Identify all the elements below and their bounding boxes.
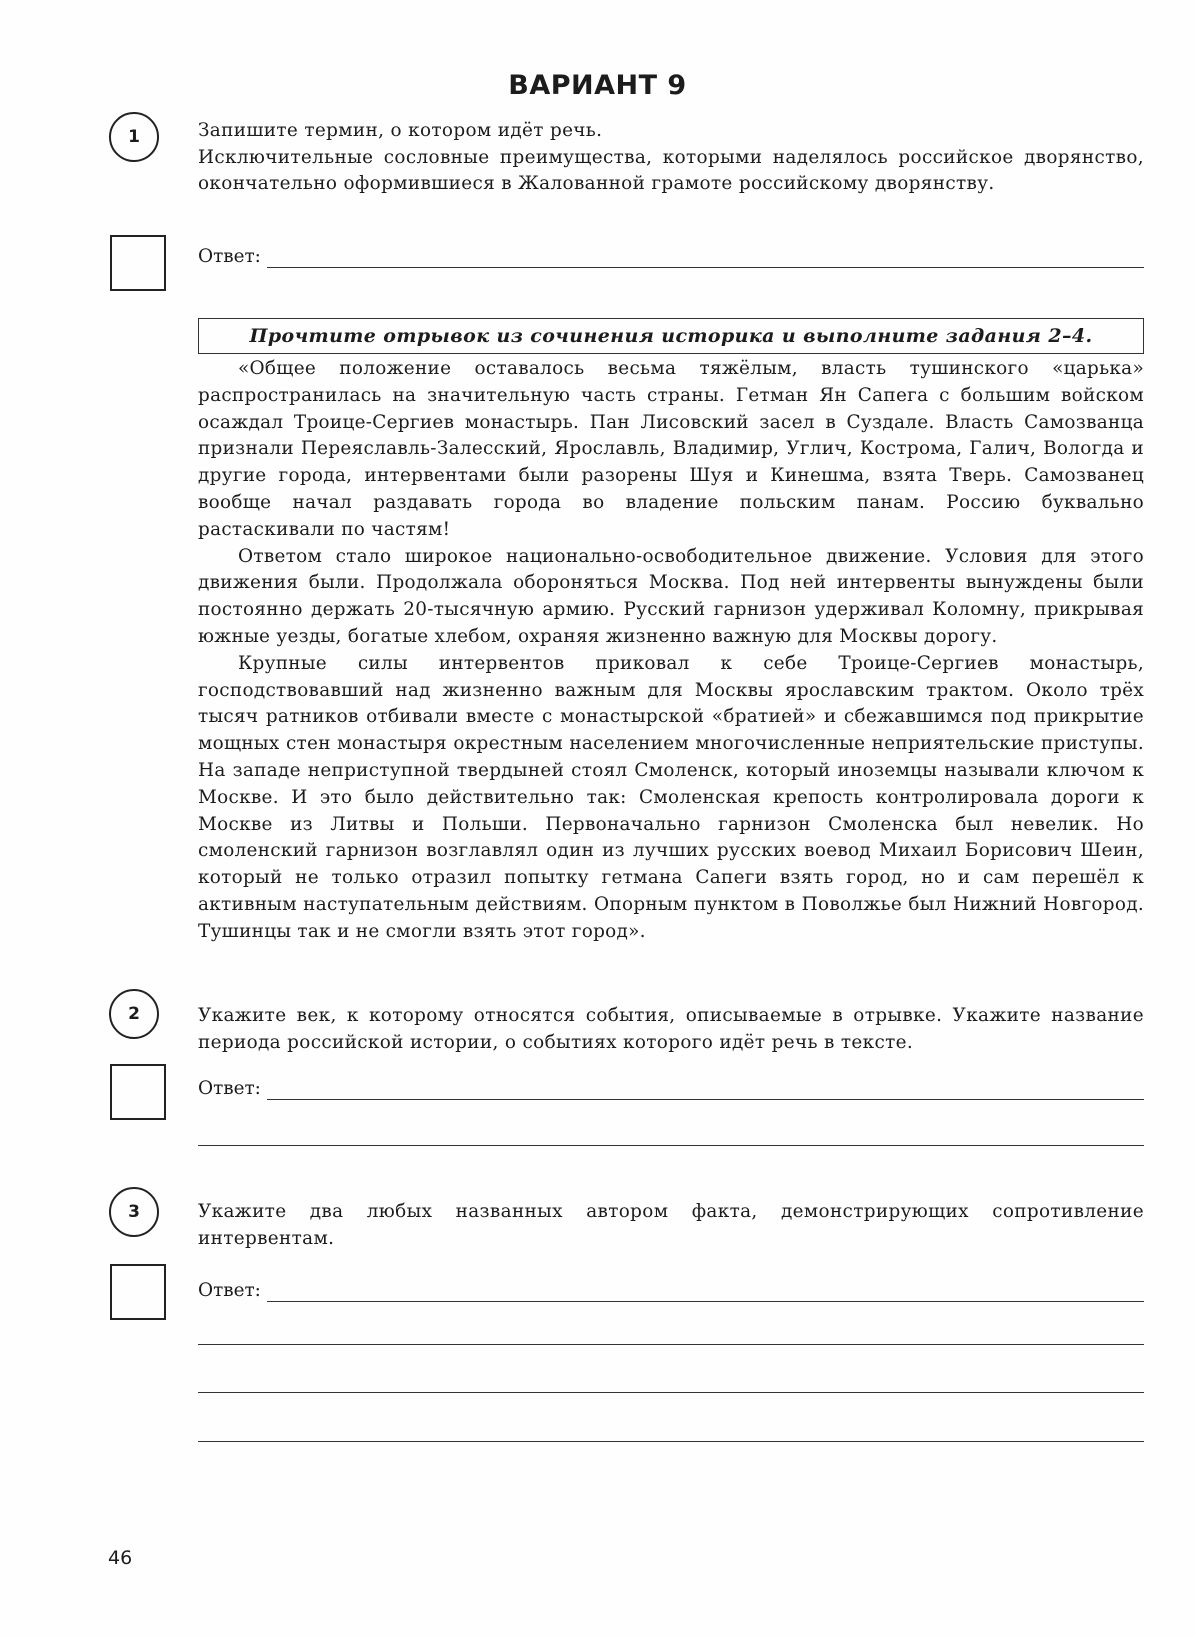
answer-box[interactable]	[110, 1064, 166, 1120]
answer-line[interactable]	[198, 1392, 1144, 1393]
passage-paragraph: Крупные силы интервентов приковал к себе Троице-Сергиев монастырь, господствовавший над жизненно важным для Москвы ярославским трактом. Около трёх тысяч ратников отбивали вместе с монастырской «братией» и сбежавшимся под прикрытие мощных стен монастыря окрестным населением многочисленные неприятельские приступы. На западе неприступной твердыней стоял Смоленск, который иноземцы называли ключом к Москве. И это было действительно так: Смоленская крепость контролировала дороги к Москве из Литвы и Польши. Первоначально гарнизон Смоленска был невелик. Но смоленский гарнизон возглавлял один из лучших русских воевод Михаил Борисович Шеин, который не только отразил попытку гетмана Сапеги взять город, но и сам перешёл к активным наступательным действиям. Опорным пунктом в Поволжье был Нижний Новгород. Тушинцы так и не смогли взять этот город».	[198, 652, 1144, 942]
task-1-text	[198, 118, 1144, 198]
answer-box[interactable]	[110, 235, 166, 291]
historical-passage	[198, 356, 1144, 946]
task-3-text: Укажите два любых названных автором факта, демонстрирующих сопротивление интервентам.	[198, 1201, 1144, 1249]
answer-label: Ответ:	[198, 1280, 261, 1301]
answer-line[interactable]	[267, 1283, 1144, 1302]
answer-label: Ответ:	[198, 1078, 261, 1099]
answer-line[interactable]	[198, 1344, 1144, 1345]
task-number-badge: 3	[109, 1187, 159, 1237]
task-1-definition: Исключительные сословные преимущества, которыми наделялось российское дворянство, окончательно оформившиеся в Жалованной грамоте российскому дворянству.	[198, 146, 1144, 195]
answer-line[interactable]	[198, 1145, 1144, 1146]
answer-line[interactable]	[267, 249, 1144, 268]
task-number-badge: 1	[109, 112, 159, 162]
answer-box[interactable]	[110, 1264, 166, 1320]
page-title: ВАРИАНТ 9	[508, 70, 687, 101]
answer-line[interactable]	[198, 1441, 1144, 1442]
page-number: 46	[108, 1547, 133, 1569]
task-2-text: Укажите век, к которому относятся события, описываемые в отрывке. Укажите название периода российской истории, о событиях которого идёт речь в тексте.	[198, 1005, 1144, 1053]
answer-row	[198, 1078, 1144, 1100]
task-number-badge: 2	[109, 989, 159, 1039]
passage-paragraph: «Общее положение оставалось весьма тяжёлым, власть тушинского «царька» распространилась на значительную часть страны. Гетман Ян Сапега с большим войском осаждал Троице-Сергиев монастырь. Пан Лисовский засел в Суздале. Власть Самозванца признали Переяславль-Залесский, Ярославль, Владимир, Углич, Кострома, Галич, Вологда и другие города, интервентами были разорены Шуя и Кинешма, взята Тверь. Самозванец вообще начал раздавать города во владение польским панам. Россию буквально растаскивали по частям!	[198, 358, 1144, 540]
task-1-prompt: Запишите термин, о котором идёт речь.	[198, 120, 603, 141]
passage-paragraph: Ответом стало широкое национально-освободительное движение. Условия для этого движения были. Продолжала обороняться Москва. Под ней интервенты вынуждены были постоянно держать 20-тысячную армию. Русский гарнизон удерживал Коломну, прикрывая южные уезды, богатые хлебом, охраняя жизненно важную для Москвы дорогу.	[198, 545, 1144, 647]
answer-line[interactable]	[267, 1081, 1144, 1100]
answer-label: Ответ:	[198, 246, 261, 267]
answer-row	[198, 246, 1144, 268]
answer-row	[198, 1280, 1144, 1302]
instruction-banner: Прочтите отрывок из сочинения историка и выполните задания 2–4.	[198, 318, 1144, 354]
